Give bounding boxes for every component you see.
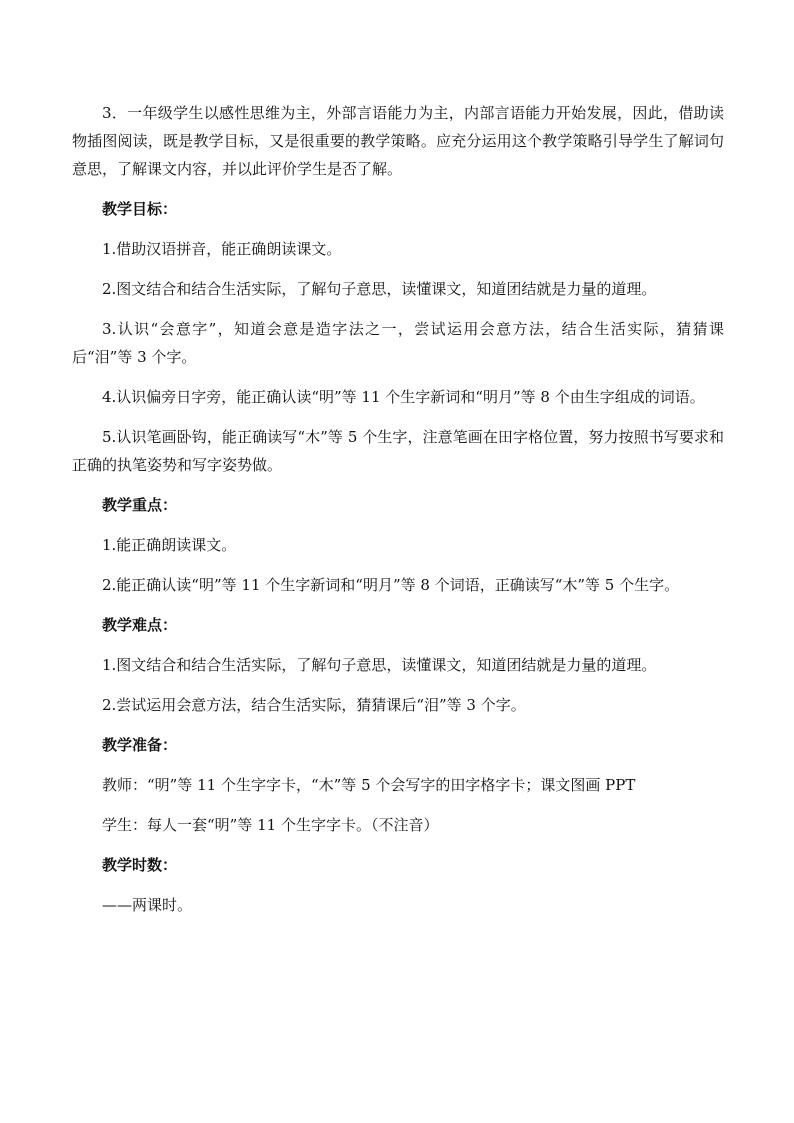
preparation-heading: 教学准备：	[102, 736, 178, 754]
objectives-heading: 教学目标：	[102, 200, 178, 218]
document-page	[72, 99, 724, 931]
objective-item-1: 1.借助汉语拼音，能正确朗读课文。	[102, 240, 342, 258]
duration-value: ——两课时。	[102, 896, 193, 914]
key-points-heading: 教学重点：	[102, 496, 178, 514]
difficulty-item-2: 2.尝试运用会意方法，结合生活实际，猜猜课后“泪”等 3 个字。	[102, 696, 526, 714]
objective-item-3: 3.认识“会意字”，知道会意是造字法之一，尝试运用会意方法，结合生活实际，猜猜课后“泪”等 3 个字。	[72, 320, 724, 366]
duration-heading: 教学时数：	[102, 856, 178, 874]
objective-item-5: 5.认识笔画卧钩，能正确读写“木”等 5 个生字，注意笔画在田字格位置，努力按照书写要求和正确的执笔姿势和写字姿势做。	[72, 428, 724, 474]
key-point-item-2: 2.能正确认读“明”等 11 个生字新词和“明月”等 8 个词语，正确读写“木”等 5 个生字。	[102, 576, 680, 594]
preparation-teacher: 教师：“明”等 11 个生字字卡，“木”等 5 个会写字的田字格字卡；课文图画 PPT	[102, 776, 636, 794]
objective-item-2: 2.图文结合和结合生活实际，了解句子意思，读懂课文，知道团结就是力量的道理。	[102, 280, 657, 298]
preparation-student: 学生：每人一套“明”等 11 个生字字卡。（不注音）	[102, 816, 439, 834]
difficulty-item-1: 1.图文结合和结合生活实际，了解句子意思，读懂课文，知道团结就是力量的道理。	[102, 656, 657, 674]
objective-item-4: 4.认识偏旁日字旁，能正确认读“明”等 11 个生字新词和“明月”等 8 个由生字组成的词语。	[102, 388, 705, 406]
key-point-item-1: 1.能正确朗读课文。	[102, 536, 237, 554]
difficulties-heading: 教学难点：	[102, 616, 178, 634]
intro-paragraph-3: 3．一年级学生以感性思维为主，外部言语能力为主，内部言语能力开始发展，因此，借助读物插图阅读，既是教学目标，又是很重要的教学策略。应充分运用这个教学策略引导学生了解词句意思，了解课文内容，并以此评价学生是否了解。	[72, 104, 724, 178]
